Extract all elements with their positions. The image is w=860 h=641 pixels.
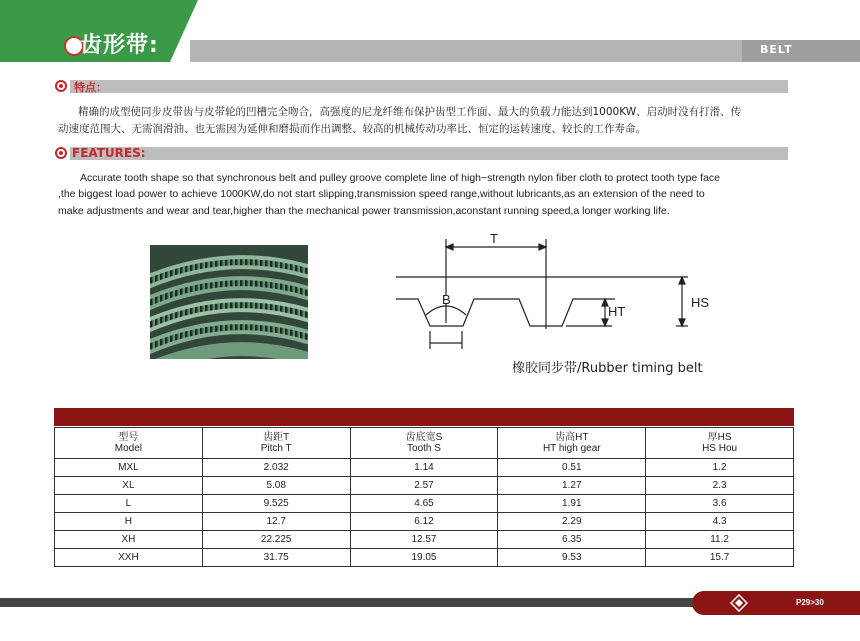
header-tooth-height: 齿高HT HT high gear <box>498 428 646 459</box>
label-t: T <box>490 231 498 246</box>
table-row <box>55 459 794 477</box>
table-row <box>55 513 794 531</box>
features-cn-line1: 精确的成型使同步皮带齿与皮带轮的凹槽完全吻合，高强度的尼龙纤维布保护齿型工作面、最大的负载力能达到1000KW、启动时没有打滑、传 <box>78 106 742 118</box>
table-row <box>55 495 794 513</box>
features-en-line3: make adjustments and wear and tear,higher than the mechanical power transmission,aconstant running speed,a longer working life. <box>58 205 670 217</box>
cell-tooth-width: 4.65 <box>350 495 498 513</box>
header-tooth-width: 齿底宽S Tooth S <box>350 428 498 459</box>
cell-model: MXL <box>55 459 203 477</box>
cell-tooth-height: 1.27 <box>498 477 646 495</box>
cell-tooth-width: 12.57 <box>350 531 498 549</box>
bullet-icon <box>55 147 67 159</box>
header-model: 型号 Model <box>55 428 203 459</box>
cell-tooth-height: 2.29 <box>498 513 646 531</box>
features-cn-heading: 特点： <box>74 81 107 94</box>
features-en-heading: FEATURES: <box>72 146 146 160</box>
footer-red-tab <box>692 591 860 615</box>
header-pitch: 齿距T Pitch T <box>202 428 350 459</box>
company-logo-icon <box>730 594 748 612</box>
features-cn-bar <box>70 80 788 93</box>
label-ht: HT <box>608 304 626 319</box>
cell-model: H <box>55 513 203 531</box>
cell-tooth-height: 1.91 <box>498 495 646 513</box>
cell-model: L <box>55 495 203 513</box>
table-row <box>55 549 794 567</box>
belt-photo <box>150 245 308 359</box>
belt-spec-table <box>54 427 794 567</box>
label-b: B <box>442 292 451 307</box>
cell-pitch: 31.75 <box>202 549 350 567</box>
cell-tooth-height: 6.35 <box>498 531 646 549</box>
cell-pitch: 22.225 <box>202 531 350 549</box>
label-hs: HS <box>691 295 710 310</box>
footer-bar <box>0 598 700 607</box>
cell-thickness: 3.6 <box>646 495 794 513</box>
table-header-band <box>54 408 794 426</box>
cell-tooth-width: 1.14 <box>350 459 498 477</box>
header-thickness: 厚HS HS Hou <box>646 428 794 459</box>
cell-tooth-height: 0.51 <box>498 459 646 477</box>
page-title: 齿形带: <box>80 33 159 58</box>
tooth-profile-diagram <box>390 225 720 355</box>
cell-thickness: 4.3 <box>646 513 794 531</box>
cell-tooth-width: 6.12 <box>350 513 498 531</box>
cell-pitch: 5.08 <box>202 477 350 495</box>
features-en-line2: ,the biggest load power to achieve 1000KW,do not start slipping,transmission speed range,without lubricants,as an extension of the need to <box>58 188 705 200</box>
diagram-caption: 橡胶同步带/Rubber timing belt <box>512 361 703 376</box>
cell-pitch: 9.525 <box>202 495 350 513</box>
cell-model: XL <box>55 477 203 495</box>
table-row <box>55 477 794 495</box>
features-en-line1: Accurate tooth shape so that synchronous belt and pulley groove complete line of high−strength nylon fiber cloth to protect tooth type face <box>80 172 721 184</box>
cell-tooth-width: 2.57 <box>350 477 498 495</box>
cell-pitch: 2.032 <box>202 459 350 477</box>
features-en-bar <box>70 147 788 160</box>
cell-tooth-height: 9.53 <box>498 549 646 567</box>
table-header-row <box>55 428 794 459</box>
table-row <box>55 531 794 549</box>
cell-thickness: 2.3 <box>646 477 794 495</box>
cell-model: XH <box>55 531 203 549</box>
cell-thickness: 11.2 <box>646 531 794 549</box>
cell-pitch: 12.7 <box>202 513 350 531</box>
section-label: BELT <box>760 43 793 56</box>
bullet-icon <box>55 80 67 92</box>
page-number: P29>30 <box>796 598 824 607</box>
cell-thickness: 15.7 <box>646 549 794 567</box>
features-cn-line2: 动速度范围大、无需润滑油、也无需因为延伸和磨损而作出调整、较高的机械传动功率比、恒定的运转速度、较长的工作寿命。 <box>58 123 646 135</box>
cell-thickness: 1.2 <box>646 459 794 477</box>
cell-model: XXH <box>55 549 203 567</box>
cell-tooth-width: 19.05 <box>350 549 498 567</box>
